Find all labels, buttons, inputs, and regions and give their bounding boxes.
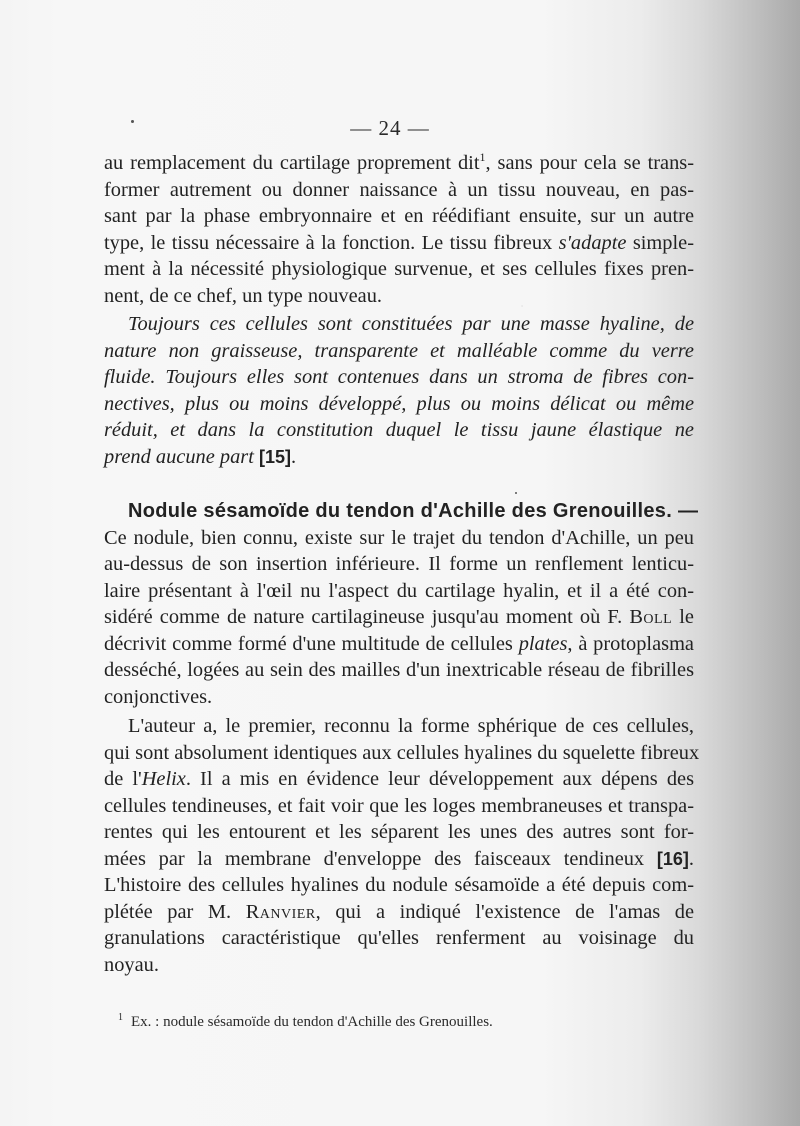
text-line: former autrement ou donner naissance à un tissu nouveau, en pas- (104, 178, 694, 201)
text-line: décrivit comme formé d'une multitude de cellules plates, à protoplasma (104, 632, 694, 655)
citation-ref: [15] (258, 446, 291, 467)
text-line: nectives, plus ou moins développé, plus ou moins délicat ou même (104, 392, 694, 415)
paragraph-2 (104, 311, 694, 470)
text-line: desséché, logées au sein des mailles d'un inextricable réseau de fibrilles (104, 659, 694, 681)
text-line: sant par la phase embryonnaire et en réédifiant ensuite, sur un autre (104, 205, 694, 227)
text-fragment: . (291, 445, 297, 468)
text-line: L'auteur a, le premier, reconnu la forme sphérique de ces cellules, (128, 715, 694, 737)
text-line: qui sont absolument identiques aux cellules hyalines du squelette fibreux (104, 741, 700, 764)
text-line: Toujours ces cellules sont constituées par une masse hyaline, de (128, 313, 694, 335)
bleed-through-text: . (520, 292, 525, 311)
footnote (118, 1012, 678, 1031)
footnote-mark: 1 (118, 1012, 123, 1023)
text-line: nature non graisseuse, transparente et malléable comme du verre (104, 339, 694, 362)
page-number: — 24 — (350, 116, 430, 140)
text-line: au-dessus de son insertion inférieure. Il forme un renflement lenticu- (104, 553, 694, 575)
text-line: conjonctives. (104, 685, 213, 708)
margin-speck (515, 492, 517, 494)
text-line: noyau. (104, 953, 159, 976)
text-line: au remplacement du cartilage proprement dit$^1$, sans pour cela se trans- (104, 150, 694, 174)
text-line: de l'Helix. Il a mis en évidence leur développement aux dépens des (104, 768, 695, 790)
text-line: fluide. Toujours elles sont contenues dans un stroma de fibres con- (104, 366, 694, 388)
footnote-text: Ex. : nodule sésamoïde du tendon d'Achille des Grenouilles. (131, 1014, 493, 1030)
text-line: laire présentant à l'œil nu l'aspect du cartilage hyalin, et il a été con- (104, 579, 694, 602)
text-line: réduit, et dans la constitution duquel le tissu jaune élastique ne (104, 419, 694, 441)
text-line: nent, de ce chef, un type nouveau. (104, 284, 382, 307)
section-heading: Nodule sésamoïde du tendon d'Achille des Grenouilles. — (128, 500, 699, 522)
text-line (104, 444, 694, 471)
paragraph-1 (104, 150, 694, 309)
paragraph-3 (104, 498, 699, 710)
text-line: L'histoire des cellules hyalines du nodule sésamoïde a été depuis com- (104, 874, 694, 896)
text-line: plétée par M. Ranvier, qui a indiqué l'existence de l'amas de (104, 900, 695, 923)
text-line: rentes qui les entourent et les séparent les unes des autres sont for- (104, 821, 694, 843)
text-line: mées par la membrane d'enveloppe des faisceaux tendineux [16]. (104, 847, 694, 870)
text-fragment: prend aucune part (104, 445, 259, 468)
text-line: granulations caractéristique qu'elles renferment au voisinage du (104, 927, 694, 949)
text-line: type, le tissu nécessaire à la fonction. Le tissu fibreux s'adapte simple- (104, 231, 694, 254)
text-line: ment à la nécessité physiologique survenue, et ses cellules fixes pren- (104, 258, 694, 280)
paragraph-4 (104, 713, 700, 978)
text-line: sidéré comme de nature cartilagineuse jusqu'au moment où F. Boll le (104, 606, 694, 628)
text-line: cellules tendineuses, et fait voir que les loges membraneuses et transpa- (104, 794, 694, 817)
text-line: Ce nodule, bien connu, existe sur le trajet du tendon d'Achille, un peu (104, 526, 694, 549)
